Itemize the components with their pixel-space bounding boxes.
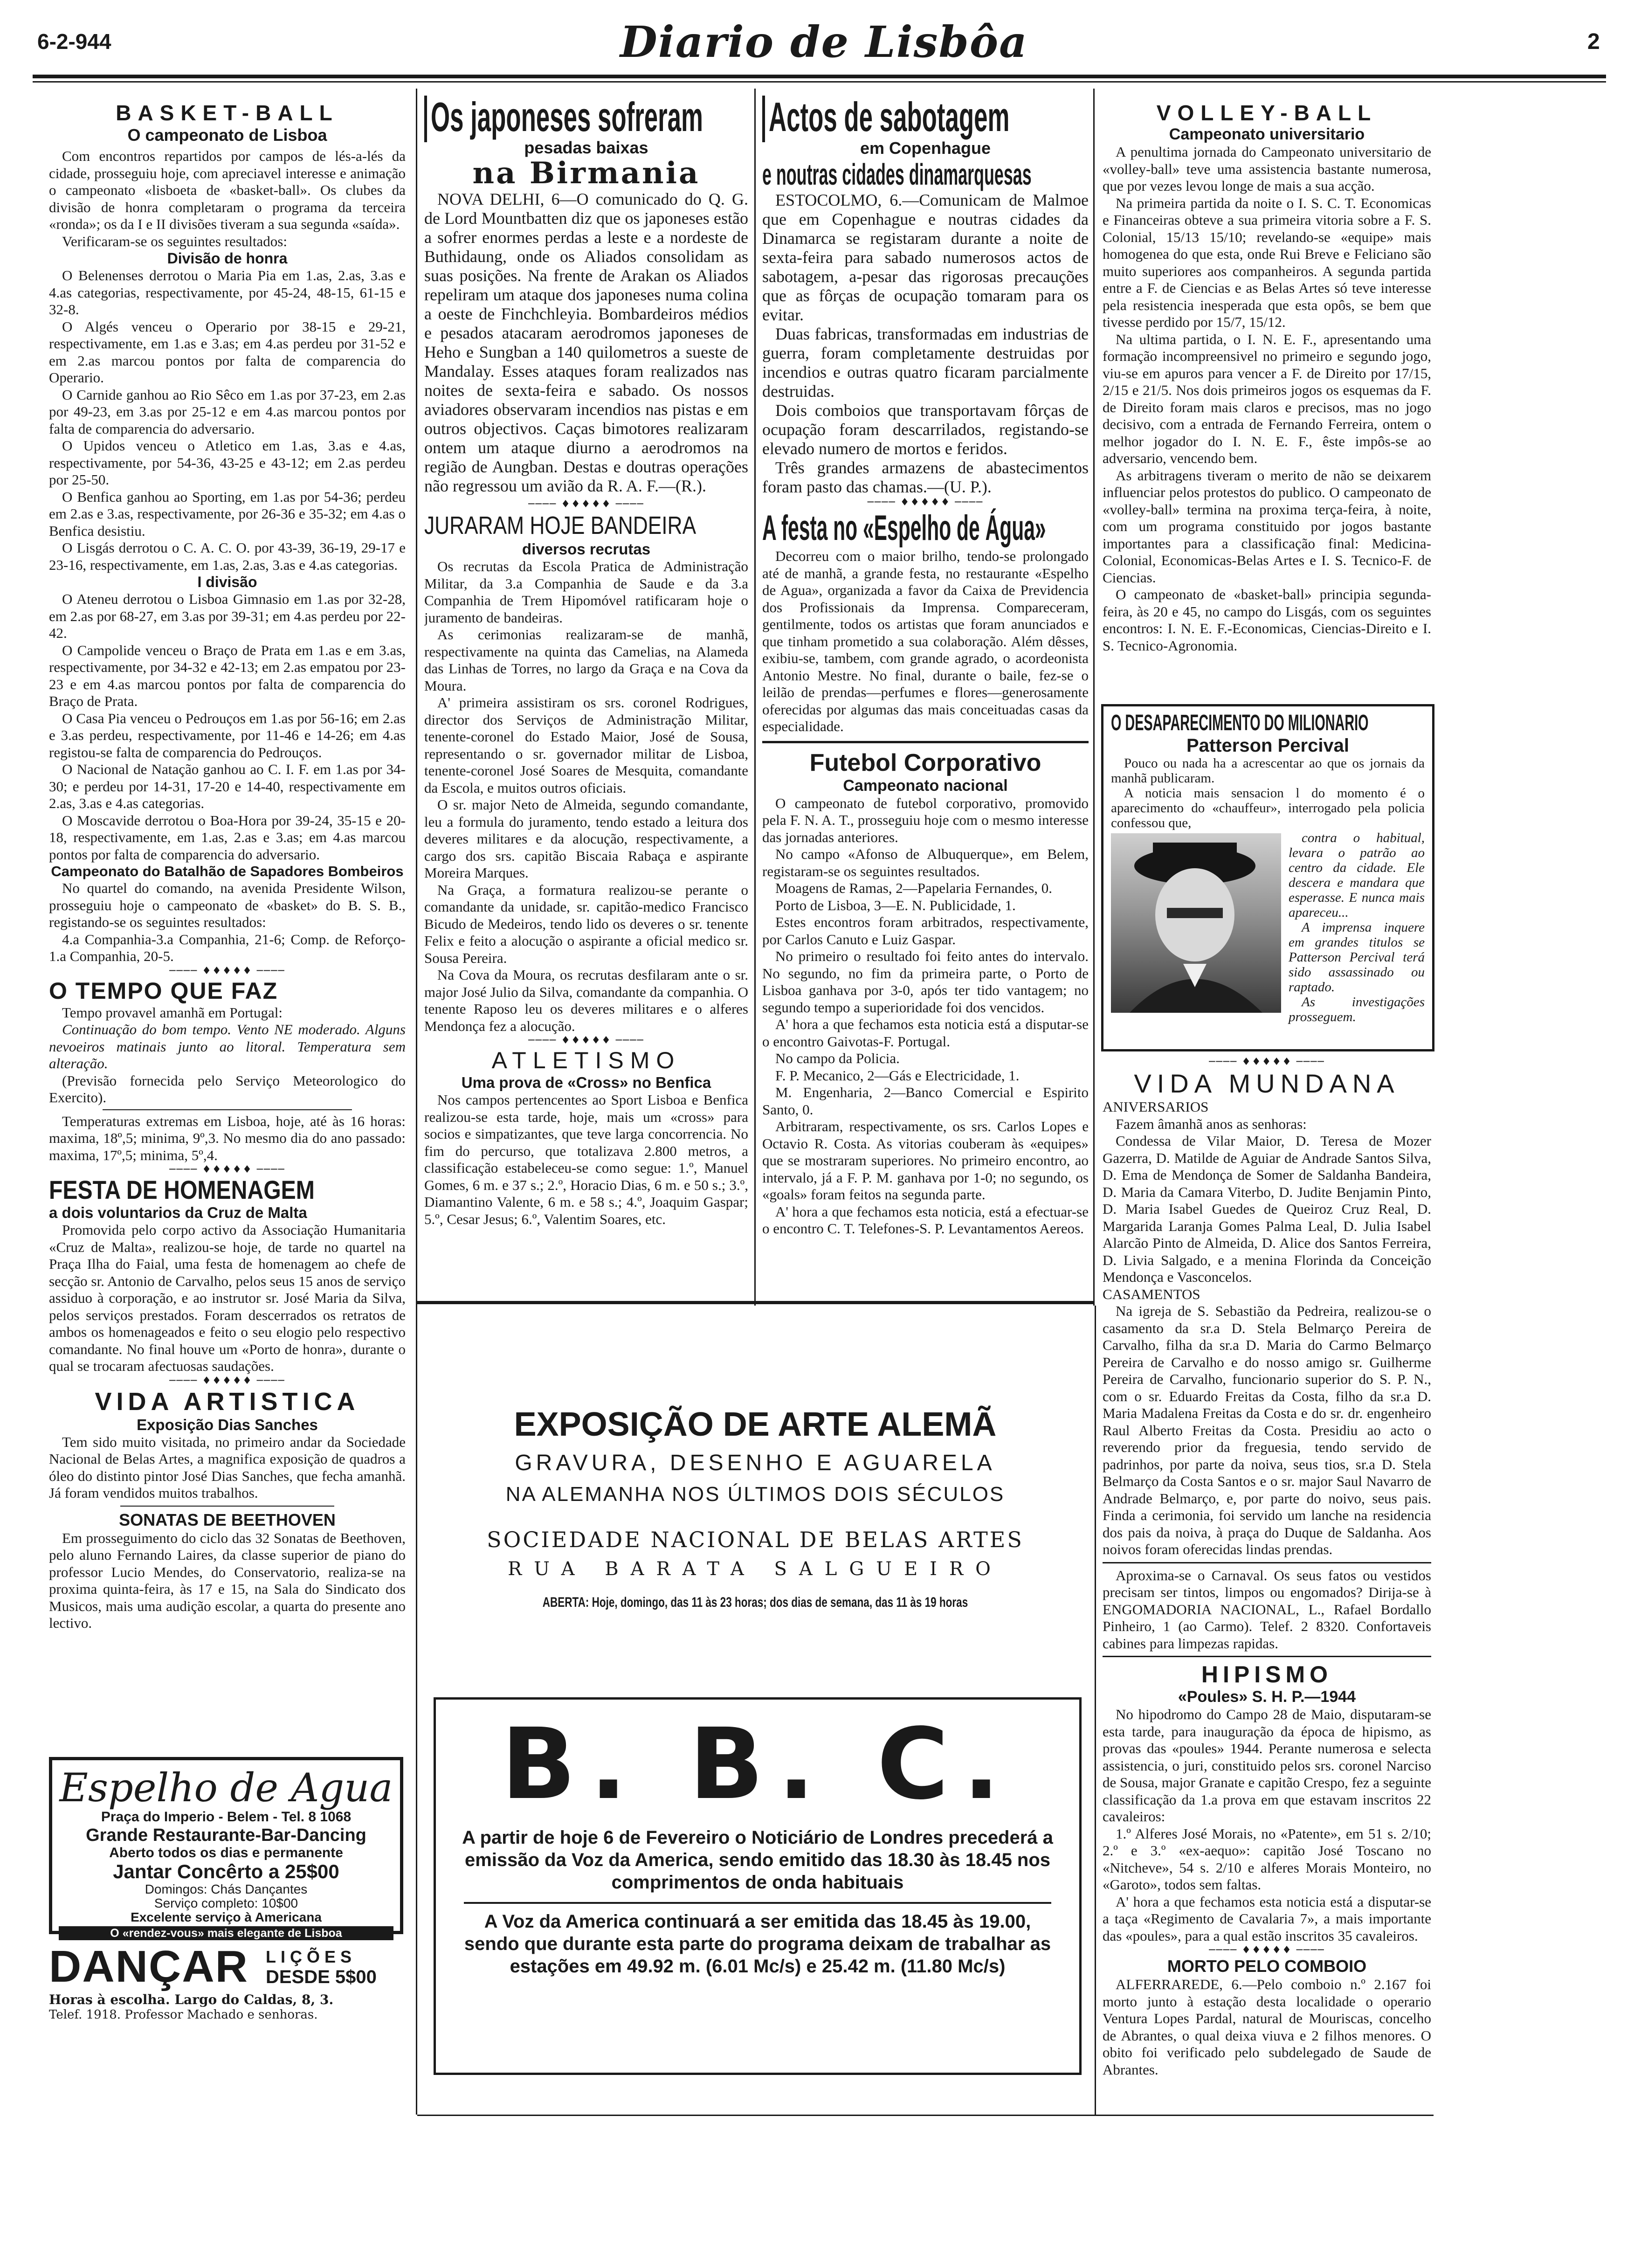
section-subtitle: a dois voluntarios da Cruz de Malta bbox=[49, 1204, 307, 1221]
section-subtitle: «Poules» S. H. P.—1944 bbox=[1178, 1688, 1356, 1706]
column-rule bbox=[416, 89, 417, 2115]
headline: Os japoneses sofreram bbox=[431, 96, 703, 140]
ad-line: ABERTA: Hoje, domingo, das 11 às 23 horas; dos dias de semana, das 11 às 19 horas bbox=[542, 1595, 968, 1610]
ad-line: RUA BARATA SALGUEIRO bbox=[508, 1558, 1003, 1580]
article-paragraph: Duas fabricas, transformadas em industrias de guerra, foram completamente destruidas por incendios e outras quatro ficaram parcialmente destruidas. bbox=[762, 325, 1089, 401]
headline-sub: pesadas baixas bbox=[524, 138, 648, 157]
article-paragraph: O Casa Pia venceu o Pedrouços em 1.as por 56-16; em 2.as e 3.as perdeu, respectivamente, por 11-46 e 14-26; em 4.as registou-se falta de comparencia do Pedrouços. bbox=[49, 710, 406, 761]
article-paragraph: O Belenenses derrotou o Maria Pia em 1.as, 2.as, 3.as e 4.as categorias, respectivamente, por 45-24, 48-15, 61-15 e 32-8. bbox=[49, 267, 406, 318]
article-paragraph: M. Engenharia, 2—Banco Comercial e Espirito Santo, 0. bbox=[762, 1084, 1089, 1118]
headline-sub: Campeonato nacional bbox=[843, 776, 1008, 795]
subsection-title: Campeonato do Batalhão de Sapadores Bombeiros bbox=[51, 863, 404, 879]
article-paragraph: 4.a Companhia-3.a Companhia, 21-6; Comp. de Reforço-1.a Companhia, 20-5. bbox=[49, 931, 406, 964]
section-subtitle: O campeonato de Lisboa bbox=[127, 125, 327, 145]
ad-dancar bbox=[49, 1943, 403, 2037]
ad-line: GRAVURA, DESENHO E AGUARELA bbox=[515, 1451, 996, 1475]
article-paragraph: O campeonato de futebol corporativo, promovido pela F. N. A. T., prosseguiu hoje com o mesmo interesse das jornadas anteriores. bbox=[762, 795, 1089, 845]
ad-line: Serviço completo: 10$00 bbox=[154, 1896, 298, 1910]
article-paragraph: O Nacional de Natação ganhou ao C. I. F. em 1.as por 34-30; e perdeu por 14-31, 17-20 e 14-40, respectivamente em 2.as, 3.as e 4.as categorias. bbox=[49, 761, 406, 811]
article-paragraph: A penultima jornada do Campeonato universitario de «volley-ball» teve uma assistencia bastante numerosa, que por vezes levou longe de mais a sua acção. bbox=[1103, 144, 1431, 194]
article-paragraph: O sr. major Neto de Almeida, segundo comandante, leu a formula do juramento, tendo estado a leitura dos deveres militares e da alocução, respectivamente, a cargo dos srs. capitão Biscaia Rabaça e aspirante Moreira Marques. bbox=[424, 796, 748, 881]
ornament-divider: ──── ♦♦♦♦♦ ──── bbox=[1209, 1944, 1325, 1956]
article-paragraph: O campeonato de «basket-ball» principia segunda-feira, às 20 e 45, no campo do Lisgás, com os seguintes encontros: I. N. E. F.-Economicas, Ciencias-Direito e I. S. Tecnico-Agronomia. bbox=[1103, 586, 1431, 654]
ad-line: NA ALEMANHA NOS ÚLTIMOS DOIS SÉCULOS bbox=[505, 1483, 1005, 1506]
ad-line: Praça do Imperio - Belem - Tel. 8 1068 bbox=[101, 1809, 352, 1825]
column-3 bbox=[762, 96, 1089, 1303]
article-paragraph: Moagens de Ramas, 2—Papelaria Fernandes, 0. bbox=[775, 880, 1053, 896]
article-paragraph: (Previsão fornecida pelo Serviço Meteorologico do Exercito). bbox=[49, 1072, 406, 1106]
ad-line: Telef. 1918. Professor Machado e senhoras. bbox=[49, 2008, 318, 2022]
advertisement-text: Aproxima-se o Carnaval. Os seus fatos ou vestidos precisam ser tintos, limpos ou engomados? Dirija-se à ENGOMADORIA NACIONAL, L., Rafael Bordallo Pinheiro, 1 (ao Carmo). Telef. 2 8320. Confortaveis cabines para limpezas rapidas. bbox=[1103, 1567, 1431, 1652]
article-paragraph: O Carnide ganhou ao Rio Sêco em 1.as por 37-23, em 2.as por 49-23, em 3.as por 25-12 e em 4.as marcou pontos por falta de comparencia do adversario. bbox=[49, 386, 406, 437]
article-paragraph: Promovida pelo corpo activo da Associação Humanitaria «Cruz de Malta», realizou-se hoje, de tarde no quartel na Praça Ilha do Faial, uma festa de homenagem ao chefe de secção sr. Antonio de Carvalho, pelos seus 15 anos de serviço assiduo à corporação, e ao instrutor sr. José Maria da Silva, pelos serviços prestados. Foram descerrados os retratos de ambos os homenageados e feito o seu elogio pelo respectivo comandante. No final houve um «Porto de honra», durante o qual se trocaram afectuosas saudações. bbox=[49, 1222, 406, 1374]
article-paragraph: Na primeira partida da noite o I. S. C. T. Economicas e Financeiras obteve a sua primeira vitoria sobre a F. S. Colonial, 15/13 15/10; revelando-se «equipe» mais homogenea do que esta, onde Rui Breve e Feliciano são muito superiores aos companheiros. A segunda partida entre a F. de Ciencias e as Belas Artes só teve interesse pela resistencia inesperada que esta opôs, se bem que tivesse perdido por 15/7, 15/12. bbox=[1103, 194, 1431, 330]
ad-line: Horas à escolha. Largo do Caldas, 8, 3. bbox=[49, 1992, 334, 2007]
ad-logo: B. B. C. bbox=[501, 1707, 1014, 1821]
article-paragraph: Fazem âmanhã anos as senhoras: bbox=[1116, 1115, 1307, 1132]
article-paragraph: Decorreu com o maior brilho, tendo-se prolongado até de manhã, a grande festa, no restaurante «Espelho de Agua», organizada a favor da Caixa de Previdencia dos Profissionais da Imprensa. Compareceram, gentilmente, todos os artistas que foram anunciados e que tinham prometido a sua colaboração. Além dêsses, exibiu-se, tambem, com grande agrado, o acordeonista Antonio Mestre. No final, durante o baile, fez-se o leilão de prendas—perfumes e flores—generosamente oferecidas por algumas das mais conceituadas casas da especialidade. bbox=[762, 548, 1089, 734]
ornament-divider: ──── ♦♦♦♦♦ ──── bbox=[169, 965, 285, 977]
ad-paragraph: A partir de hoje 6 de Fevereiro o Noticiário de Londres precederá a emissão da Voz da America, sendo emitido das 18.30 às 18.45 nos comprimentos de onda habituais bbox=[462, 1827, 1053, 1893]
article-paragraph: Continuação do bom tempo. Vento NE moderado. Alguns nevoeiros matinais junto ao litoral. Temperatura sem alteração. bbox=[49, 1021, 406, 1072]
portrait-photo bbox=[1111, 833, 1281, 1013]
subsection-title: CASAMENTOS bbox=[1103, 1286, 1200, 1302]
headline: na Birmania bbox=[472, 156, 700, 191]
article-paragraph: Na ultima partida, o I. N. E. F., apresentando uma formação incompreensivel no primeiro e segundo jogo, viu-se em apuros para vencer a F. de Direito por 17/15, 2/15 e 21/5. Nos dois primeiros jogos os esquemas da F. de Direito foram mais claros e precisos, mas no jogo decisivo, com a entrada de Fernando Ferreira, ontem o melhor jogador do I. N. E. F., êste impôs-se ao adversario, vencendo bem. bbox=[1103, 331, 1431, 466]
ad-line: DESDE 5$00 bbox=[266, 1967, 377, 1987]
ad-espelho-de-agua bbox=[49, 1757, 403, 1940]
article-paragraph: As investigações prosseguem. bbox=[1289, 995, 1425, 1024]
article-paragraph: A' hora a que fechamos esta noticia, está a efectuar-se o encontro C. T. Telefones-S. P. Levantamentos Aereos. bbox=[762, 1203, 1089, 1237]
ornament-divider: ──── ♦♦♦♦♦ ──── bbox=[528, 498, 644, 510]
portrait-figure-icon bbox=[1111, 833, 1281, 1013]
section-subtitle: Uma prova de «Cross» no Benfica bbox=[461, 1074, 711, 1091]
article-paragraph: Na Cova da Moura, os recrutas desfilaram ante o sr. major José Julio da Silva, comandante da companhia. O tenente Raposo leu os deveres militares e o alferes Mendonça fez a alocução. bbox=[424, 967, 748, 1034]
ad-word: DANÇAR bbox=[49, 1942, 248, 1991]
newspaper-title: Diario de Lisbôa bbox=[620, 17, 1028, 67]
article-paragraph: O Moscavide derrotou o Boa-Hora por 39-24, 35-15 e 20-18, respectivamente, em 1.as, 2.as e 3.as; em 4.as marcou pontos por falta de comparencia do adversario. bbox=[49, 812, 406, 863]
article-paragraph: Tem sido muito visitada, no primeiro andar da Sociedade Nacional de Belas Artes, a magnifica exposição de quadros a óleo do distinto pintor José Dias Sanches, que fecha amanhã. Já foram vendidos muitos trabalhos. bbox=[49, 1433, 406, 1501]
article-paragraph: NOVA DELHI, 6—O comunicado do Q. G. de Lord Mountbatten diz que os japoneses estão a sofrer enormes perdas a leste e a nordeste de Buthidaung, onde os Aliados consolidam as suas posições. Na frente de Arakan os Aliados repeliram um ataque dos japoneses numa colina a oeste de Finchchleyia. Bombardeiros médios e pesados atacaram aerodromos japoneses de Heho e Sungban a 140 quilometros a sueste de Mandalay. Esses ataques foram realizados nas noites de sexta-feira e sabado. Os nossos aviadores observaram incendios nas pistas e em outros objectivos. Caças bimotores realizaram ontem um ataque diurno a aerodromos na região de Aungban. Destas e doutras operações não regressou um avião da R. A. F.—(R.). bbox=[424, 190, 748, 495]
ornament-divider: ──── ♦♦♦♦♦ ──── bbox=[867, 497, 984, 508]
ad-line: Domingos: Chás Dançantes bbox=[145, 1882, 308, 1896]
masthead-rule bbox=[33, 75, 1606, 78]
ad-line: LIÇÕES bbox=[266, 1947, 357, 1966]
ad-line: Aberto todos os dias e permanente bbox=[109, 1845, 343, 1860]
column-rule bbox=[1093, 89, 1095, 1306]
article-paragraph: Porto de Lisboa, 3—E. N. Publicidade, 1. bbox=[775, 897, 1016, 913]
subsection-title: ANIVERSARIOS bbox=[1103, 1099, 1209, 1115]
page-number: 2 bbox=[1587, 29, 1600, 54]
subsection-title: Divisão de honra bbox=[167, 250, 288, 267]
article-paragraph: contra o habitual, levara o patrão ao centro da cidade. Ele descera e mandara que esperasse. E nunca mais apareceu... bbox=[1289, 830, 1425, 920]
ornament-divider: ──── ♦♦♦♦♦ ──── bbox=[169, 1164, 285, 1175]
issue-date: 6-2-944 bbox=[37, 29, 111, 54]
article-paragraph: A' hora a que fechamos esta noticia está a disputar-se o encontro Gaivotas-F. Portugal. bbox=[762, 1016, 1089, 1050]
article-paragraph: O Lisgás derrotou o C. A. C. O. por 43-39, 36-19, 29-17 e 23-16, respectivamente, em 1.as, 2.as, 3.as e 4.as categorias. bbox=[49, 539, 406, 573]
headline-sub: em Copenhague bbox=[860, 138, 991, 158]
article-paragraph: 1.º Alferes José Morais, no «Patente», em 51 s. 2/10; 2.º e 3.º «ex-aequo»: capitão José Toscano no «Nitcheve», 54 s. 2/10 e alferes Morais Monteiro, no «Garoto», todos sem faltas. bbox=[1103, 1825, 1431, 1893]
section-title-volley: VOLLEY-BALL bbox=[1156, 101, 1378, 125]
ornament-divider: ──── ♦♦♦♦♦ ──── bbox=[1209, 1056, 1325, 1068]
ad-line: Grande Restaurante-Bar-Dancing bbox=[86, 1825, 366, 1845]
section-title-artistica: VIDA ARTISTICA bbox=[95, 1387, 360, 1416]
section-title-atletismo: ATLETISMO bbox=[491, 1047, 681, 1073]
column-4-lower bbox=[1103, 1056, 1431, 2119]
section-title-hipismo: HIPISMO bbox=[1201, 1661, 1333, 1687]
article-paragraph: O Ateneu derrotou o Lisboa Gimnasio em 1.as por 32-28, em 2.as por 68-27, em 3.as por 39-31; em 4.as perdeu por 22-42. bbox=[49, 591, 406, 641]
article-paragraph: No hipodromo do Campo 28 de Maio, disputaram-se esta tarde, para inauguração da época de hipismo, as provas das «poules» 1944. Perante numerosa e selecta assistencia, o juri, constituido pelos srs. coronel Narciso de Sousa, major Granate e capitão Crespo, fez a seguinte classificação da 1.a prova em que estavam inscritos 22 cavaleiros: bbox=[1103, 1706, 1431, 1825]
headline: e noutras cidades dinamarquesas bbox=[762, 158, 1032, 191]
ad-line: Excelente serviço à Americana bbox=[131, 1910, 322, 1924]
article-paragraph: Verificaram-se os seguintes resultados: bbox=[62, 233, 287, 249]
headline: O DESAPARECIMENTO DO MILIONARIO bbox=[1111, 711, 1369, 735]
headline-sub: Patterson Percival bbox=[1186, 735, 1350, 756]
section-title-basketball: BASKET-BALL bbox=[116, 101, 339, 125]
ornament-divider: ──── ♦♦♦♦♦ ──── bbox=[169, 1375, 285, 1387]
ad-line: O «rendez-vous» mais elegante de Lisboa bbox=[59, 1926, 393, 1940]
section-title-festa: FESTA DE HOMENAGEM bbox=[49, 1175, 315, 1204]
ad-bbc bbox=[434, 1697, 1082, 2075]
section-subtitle: Campeonato universitario bbox=[1169, 125, 1365, 143]
article-paragraph: A noticia mais sensacion l do momento é o aparecimento do «chauffeur», interrogado pela policia confessou que, bbox=[1111, 786, 1425, 830]
ad-logo: Espelho de Agua bbox=[59, 1765, 393, 1811]
article-paragraph: No campo da Policia. bbox=[775, 1050, 900, 1066]
headline: A festa no «Espelho de Água» bbox=[762, 508, 1046, 548]
article-paragraph: ESTOCOLMO, 6.—Comunicam de Malmoe que em Copenhague e noutras cidades da Dinamarca se registaram durante a noite de sexta-feira para sabado numerosos actos de sabotagem, a-pesar das rigorosas precauções que as fôrças de ocupação tomaram para os evitar. bbox=[762, 191, 1089, 324]
article-paragraph: Com encontros repartidos por campos de lés-a-lés da cidade, prosseguiu hoje, com apreciavel interesse e animação o campeonato «lisboeta de «basket-ball». Os clubes da divisão de honra completaram o programa da terceira «ronda»; os da I e II divisões tiveram a sua segunda «saída». bbox=[49, 148, 406, 232]
headline: MORTO PELO COMBOIO bbox=[1167, 1957, 1367, 1976]
article-paragraph: As arbitragens tiveram o merito de não se deixarem influenciar pelos protestos do publico. O campeonato de «volley-ball» termina na proxima terça-feira, à noite, com um programa constituido por jogos bastante importantes para a classificação final: Medicina-Colonial, Economicas-Belas Artes e I. S. Tecnico-F. de Ciencias. bbox=[1103, 467, 1431, 586]
section-title-mundana: VIDA MUNDANA bbox=[1134, 1069, 1400, 1098]
article-paragraph: F. P. Mecanico, 2—Gás e Electricidade, 1. bbox=[775, 1067, 1020, 1084]
article-paragraph: As cerimonias realizaram-se de manhã, respectivamente na quinta das Camelias, na Alameda das Linhas de Torres, no largo da Graça e na Cova da Moura. bbox=[424, 626, 748, 694]
article-paragraph: A imprensa inquere em grandes titulos se Patterson Percival terá sido assassinado ou raptado. bbox=[1289, 920, 1425, 995]
article-paragraph: O Upidos venceu o Atletico em 1.as, 3.as e 4.as, respectivamente, por 54-36, 43-25 e 43-12; em 2.as perdeu por 25-50. bbox=[49, 437, 406, 488]
ad-exposicao bbox=[420, 1310, 1091, 1697]
article-paragraph: No quartel do comando, na avenida Presidente Wilson, prosseguiu hoje o campeonato de «basket» do B. S. B., registando-se os seguintes resultados: bbox=[49, 880, 406, 930]
article-paragraph: Em prosseguimento do ciclo das 32 Sonatas de Beethoven, pelo aluno Fernando Laires, da classe superior de piano do professor Lucio Mendes, do Conservatorio, realiza-se na proxima quinta-feira, às 17 e 15, na Sala do Sindicato dos Musicos, mais uma audição escolar, a quarta do presente ano lectivo. bbox=[49, 1529, 406, 1631]
article-paragraph: Na Graça, a formatura realizou-se perante o comandante da unidade, sr. capitão-medico Francisco Bicudo de Medeiros, tendo lido os deveres o sr. tenente Felix e feito a alocução o aspirante a oficial medico sr. Sousa Pereira. bbox=[424, 881, 748, 966]
column-rule bbox=[1095, 1306, 1096, 2115]
article-paragraph: O Benfica ganhou ao Sporting, em 1.as por 54-36; perdeu em 2.as e 3.as, respectivamente, por 26-36 e 35-32; em 4.as o Benfica desistiu. bbox=[49, 488, 406, 539]
article-paragraph: No campo «Afonso de Albuquerque», em Belem, registaram-se os seguintes resultados. bbox=[762, 846, 1089, 879]
article-paragraph: O Campolide venceu o Braço de Prata em 1.as e em 3.as, respectivamente, por 34-32 e 42-13; em 2.as empatou por 23-23 e em 4.as marcou pontos por falta de comparencia do Braço de Prata. bbox=[49, 642, 406, 709]
article-paragraph: Na igreja de S. Sebastião da Pedreira, realizou-se o casamento da sr.a D. Stela Belmarço Pereira de Carvalho, filha da sr.a D. Maria do Carmo Belmarço Pereira de Carvalho e do nosso amigo sr. Guilherme Pereira de Carvalho, funcionario superior do S. P. N., com o sr. Eduardo Freitas da Costa, filho da sr.a D. Maria Madalena Freitas da Costa e do sr. dr. engenheiro Raul Alberto Freitas da Costa. Presidiu ao acto o reverendo prior da freguesia, tendo servido de padrinhos, por parte da noiva, seus tios, sr.a D. Stela Belmarço da Costa Santos e o sr. major Saul Navarro de Andrade Belmarço, e, por parte do noivo, seus pais. Finda a cerimonia, foi servido um lanche na residencia dos pais da noiva, à praça do Duque de Saldanha. Aos noivos foram oferecidas lindas prendas. bbox=[1103, 1303, 1431, 1557]
ad-paragraph: A Voz da America continuará a ser emitida das 18.45 às 19.00, sendo que durante esta parte do programa deixam de trabalhar as estações em 49.92 m. (6.01 Mc/s) e 25.42 m. (11.80 Mc/s) bbox=[464, 1911, 1051, 1977]
ad-line: Jantar Concêrto a 25$00 bbox=[113, 1860, 339, 1882]
article-paragraph: No primeiro o resultado foi feito antes do intervalo. No segundo, no fim da primeira parte, o Porto de Lisboa ganhava por 3-0, após ter tido vantagem; no segundo tempo a superioridade foi dos vencidos. bbox=[762, 948, 1089, 1016]
subsection-title: SONATAS DE BEETHOVEN bbox=[119, 1510, 336, 1529]
article-paragraph: Estes encontros foram arbitrados, respectivamente, por Carlos Canuto e Luiz Gaspar. bbox=[762, 914, 1089, 947]
column-4 bbox=[1103, 100, 1431, 699]
article-paragraph: Temperaturas extremas em Lisboa, hoje, até às 16 horas: maxima, 18º,5; minima, 9º,3. No mesmo dia do ano passado: maxima, 17º,5; minima, 5º,4. bbox=[49, 1113, 406, 1163]
column-rule bbox=[754, 89, 756, 1306]
section-title-weather: O TEMPO QUE FAZ bbox=[49, 977, 278, 1004]
bottom-rule bbox=[417, 2115, 1434, 2116]
article-paragraph: A' primeira assistiram os srs. coronel Rodrigues, director dos Serviços de Administração Militar, tenente-coronel do Estado Maior, José de Sousa, representando o sr. governador militar de Lisboa, tenente-coronel José Soares de Mesquita, comandante da Escola, e muitos outros oficiais. bbox=[424, 694, 748, 796]
article-paragraph: Arbitraram, respectivamente, os srs. Carlos Lopes e Octavio R. Costa. As vitorias couberam às «equipes» que se mostraram superiores. No primeiro encontro, ao intervalo, já a F. P. M. ganhava por 1-0; no segundo, os «goals» foram feitos na segunda parte. bbox=[762, 1118, 1089, 1203]
article-paragraph: Três grandes armazens de abastecimentos foram pasto das chamas.—(U. P.). bbox=[762, 458, 1089, 496]
column-2 bbox=[424, 96, 748, 1303]
ad-line: SOCIEDADE NACIONAL DE BELAS ARTES bbox=[487, 1527, 1024, 1552]
article-paragraph: ALFERRAREDE, 6.—Pelo comboio n.º 2.167 foi morto junto à estação desta localidade o operario Ventura Lopes Pardal, natural de Mouriscas, concelho de Abrantes, o qual deixa viuva e 2 filhos menores. O obito foi verificado pelo subdelegado de Saude de Abrantes. bbox=[1103, 1976, 1431, 2078]
article-paragraph: Nos campos pertencentes ao Sport Lisboa e Benfica realizou-se esta tarde, hoje, mais um «cross» para socios e simpatizantes, que teve larga concorrencia. No fim do percurso, que totalizava 2.800 metros, a classificação estabeleceu-se como segue: 1.º, Manuel Gomes, 6 m. e 37 s.; 2.º, Horacio Dias, 6 m. e 50 s.; 3.º, Diamantino Valente, 6 m. e 58 s.; 4.º, Joaquim Gaspar; 5.º, Cesar Jesus; 6.º, Valentim Soares, etc. bbox=[424, 1092, 748, 1227]
ad-headline: EXPOSIÇÃO DE ARTE ALEMÃ bbox=[514, 1406, 997, 1443]
subsection-title: I divisão bbox=[197, 574, 257, 590]
article-paragraph: Os recrutas da Escola Pratica de Administração Militar, da 3.a Companhia de Saude e da 3.a Companhia de Trem Hipomóvel ratificaram hoje o juramento de bandeiras. bbox=[424, 558, 748, 626]
masthead-rule-thin bbox=[33, 81, 1606, 83]
article-paragraph: Pouco ou nada ha a acrescentar ao que os jornais da manhã publicaram. bbox=[1111, 756, 1425, 786]
article-paragraph: Condessa de Vilar Maior, D. Teresa de Mozer Gazerra, D. Matilde de Aguiar de Andrade Santos Silva, D. Ema de Mendonça de Somer de Saldanha Bandeira, D. Maria da Camara Viterbo, D. Judite Benjamin Pinto, D. Maria Isabel Guedes de Queiroz Cruz Real, D. Margarida Laranja Gomes Palma Leal, D. Julia Isabel Alarcão Pinto de Almeida, D. Alice dos Santos Ferreira, D. Livia Salgado, e a menina Florinda da Conceição Mendonça e Vasconcelos. bbox=[1103, 1133, 1431, 1285]
article-paragraph: Dois comboios que transportavam fôrças de ocupação foram descarrilados, registando-se elevado numero de mortos e feridos. bbox=[762, 401, 1089, 458]
headline-sub: diversos recrutas bbox=[522, 540, 651, 558]
headline: JURARAM HOJE BANDEIRA bbox=[424, 512, 696, 539]
section-subtitle: Exposição Dias Sanches bbox=[137, 1416, 318, 1433]
ornament-divider: ──── ♦♦♦♦♦ ──── bbox=[528, 1035, 644, 1046]
headline: Actos de sabotagem bbox=[769, 96, 1010, 140]
ads-top-rule bbox=[417, 1301, 1094, 1304]
box-milionario bbox=[1101, 704, 1434, 1051]
article-paragraph: Tempo provavel amanhã em Portugal: bbox=[62, 1004, 283, 1021]
article-paragraph: A' hora a que fechamos esta noticia está a disputar-se a taça «Regimento de Cavalaria 7», a mais importante das «poules», para a qual estão inscritos 35 cavaleiros. bbox=[1103, 1893, 1431, 1944]
headline: Futebol Corporativo bbox=[809, 749, 1041, 776]
article-paragraph: O Algés venceu o Operario por 38-15 e 29-21, respectivamente, em 1.as e 3.as; em 4.as perdeu por 31-52 e em 2.as marcou pontos por falta de comparencia do Operario. bbox=[49, 318, 406, 386]
